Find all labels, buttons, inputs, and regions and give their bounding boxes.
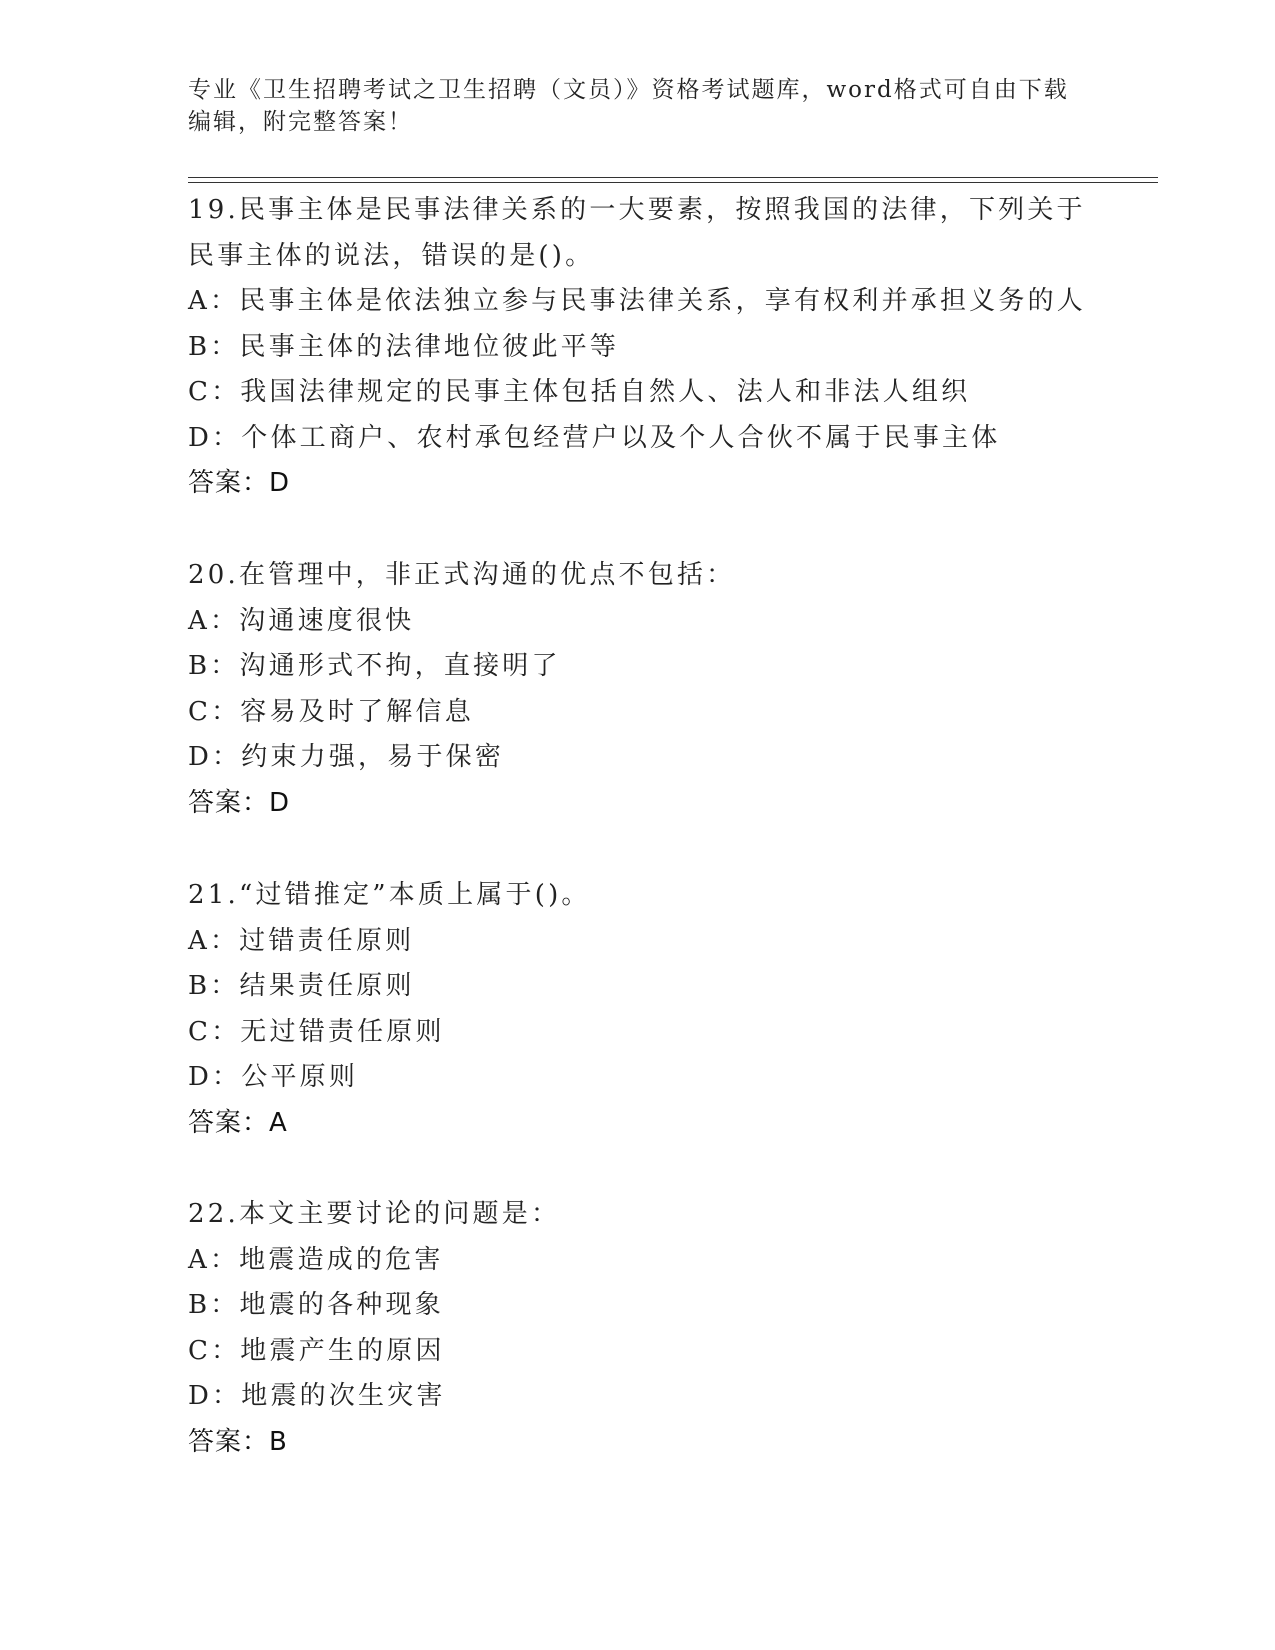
option-c: C：地震产生的原因 bbox=[188, 1335, 445, 1366]
option-d: D：约束力强，易于保密 bbox=[188, 742, 505, 772]
header-line-1: 专业《卫生招聘考试之卫生招聘（文员）》资格考试题库，word格式可自由下载 bbox=[188, 77, 1069, 103]
document-header bbox=[188, 74, 1088, 138]
answer-line: 答案：B bbox=[188, 1426, 288, 1457]
option-a: A：沟通速度很快 bbox=[188, 605, 415, 636]
option-d: D：公平原则 bbox=[188, 1062, 359, 1092]
question-21 bbox=[188, 873, 1148, 1146]
option-c: C：我国法律规定的民事主体包括自然人、法人和非法人组织 bbox=[188, 377, 971, 407]
question-22 bbox=[188, 1192, 1148, 1465]
question-20 bbox=[188, 553, 1148, 826]
answer-line: 答案：D bbox=[188, 468, 291, 498]
answer-line: 答案：A bbox=[188, 1107, 288, 1138]
question-stem: 21.“过错推定”本质上属于()。 bbox=[188, 880, 591, 910]
option-a: A：民事主体是依法独立参与民事法律关系，享有权利并承担义务的人 bbox=[188, 286, 1086, 316]
option-a: A：过错责任原则 bbox=[188, 925, 415, 956]
option-d: D：个体工商户、农村承包经营户以及个人合伙不属于民事主体 bbox=[188, 422, 1001, 453]
question-stem: 19.民事主体是民事法律关系的一大要素，按照我国的法律，下列关于 bbox=[188, 195, 1086, 225]
question-stem: 22.本文主要讨论的问题是： bbox=[188, 1199, 561, 1229]
option-d: D：地震的次生灾害 bbox=[188, 1381, 446, 1411]
option-b: B：结果责任原则 bbox=[188, 971, 415, 1001]
answer-line: 答案：D bbox=[188, 787, 291, 818]
option-b: B：地震的各种现象 bbox=[188, 1290, 444, 1320]
header-line-2: 编辑，附完整答案！ bbox=[188, 109, 413, 135]
header-divider-bottom bbox=[188, 182, 1158, 183]
question-stem: 民事主体的说法，错误的是()。 bbox=[188, 240, 595, 271]
option-c: C：无过错责任原则 bbox=[188, 1016, 445, 1047]
option-c: C：容易及时了解信息 bbox=[188, 696, 474, 727]
header-divider-top bbox=[188, 177, 1158, 178]
option-b: B：民事主体的法律地位彼此平等 bbox=[188, 331, 620, 362]
option-b: B：沟通形式不拘，直接明了 bbox=[188, 651, 561, 681]
question-stem: 20.在管理中，非正式沟通的优点不包括： bbox=[188, 560, 736, 590]
option-a: A：地震造成的危害 bbox=[188, 1244, 444, 1275]
question-19 bbox=[188, 188, 1148, 507]
